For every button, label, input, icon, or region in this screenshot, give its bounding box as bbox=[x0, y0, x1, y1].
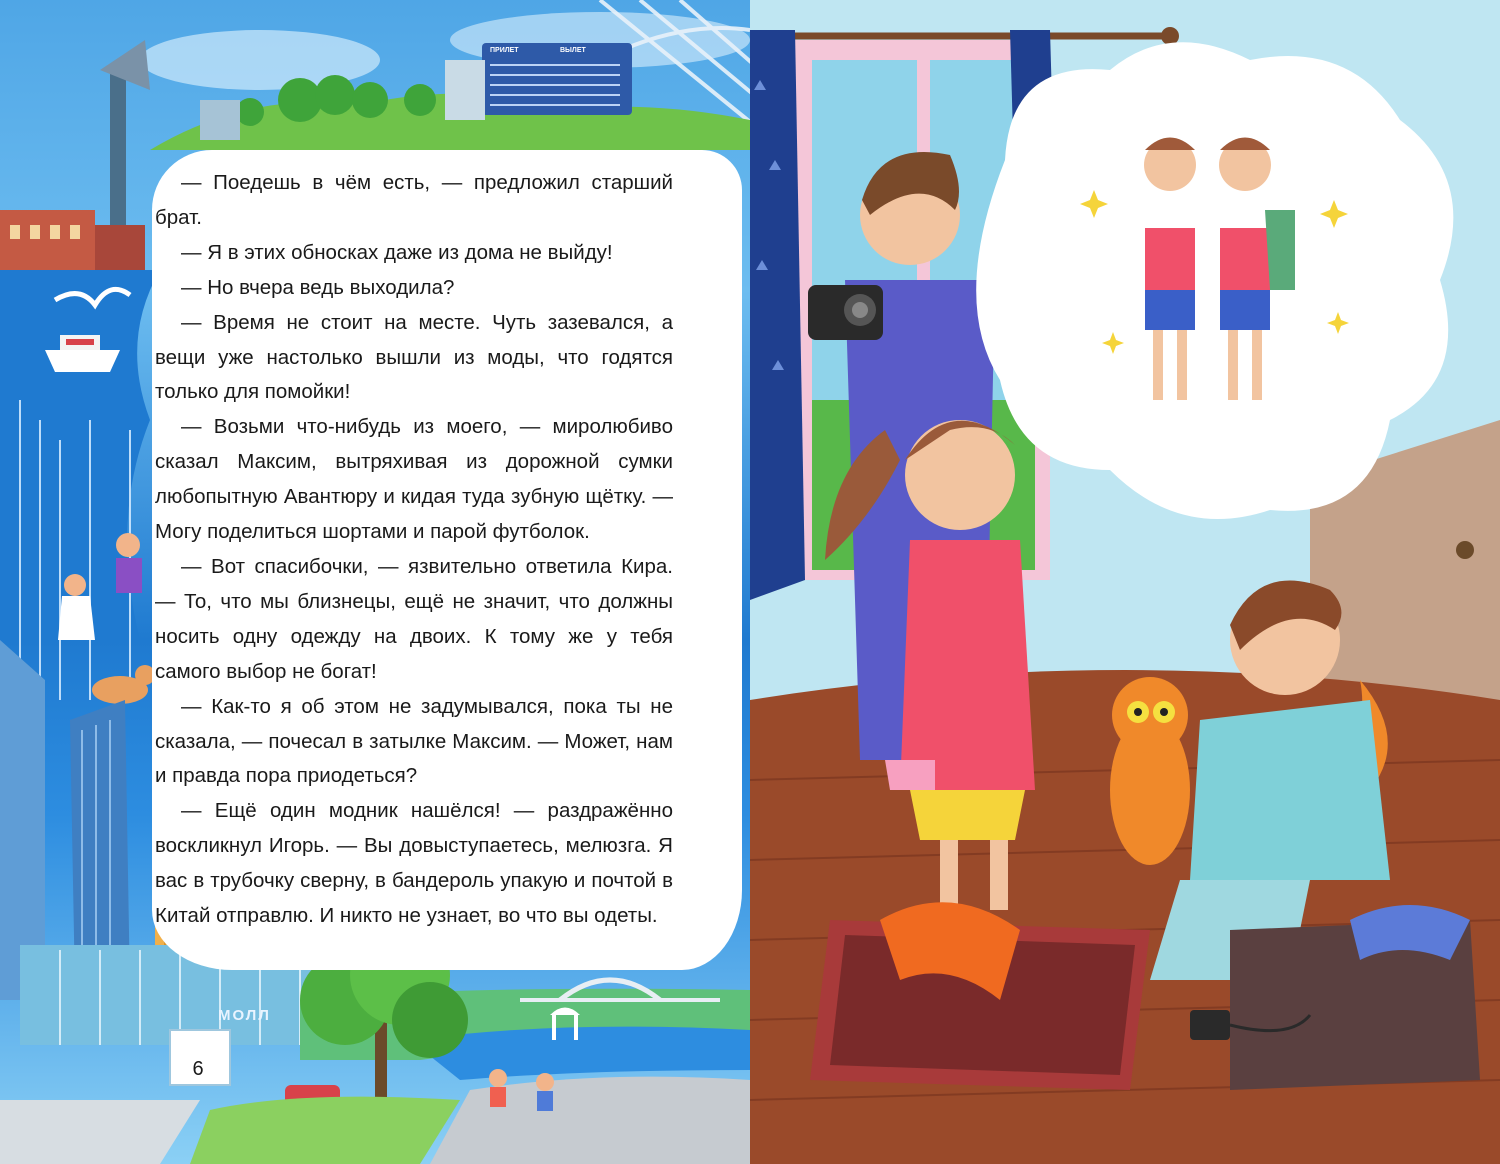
page-number: 6 bbox=[192, 1058, 204, 1080]
board-arrivals-label: ПРИЛЕТ bbox=[490, 47, 519, 54]
story-text bbox=[155, 166, 673, 934]
right-page bbox=[750, 0, 1500, 1164]
paragraph-8: — Ещё один модник нашёлся! — раздражённо воскликнул Игорь. — Вы довыступаетесь, мелюзга. Я вас в трубочку сверну, в бандероль упакую и почтой в Китай отправлю. И никто не узнает, во что вы одеты. bbox=[155, 799, 673, 928]
room-illustration bbox=[750, 0, 1500, 1164]
thought-bubble bbox=[976, 42, 1453, 519]
paragraph-7: — Как-то я об этом не задумывался, пока ты не сказала, — почесал в затылке Максим. — Может, нам и правда пора приодеться? bbox=[155, 694, 673, 788]
mall-sign: МОЛЛ bbox=[218, 1007, 271, 1024]
paragraph-1: — Поедешь в чём есть, — предложил старший брат. bbox=[155, 171, 673, 229]
camera-icon bbox=[808, 285, 883, 340]
paragraph-3: — Но вчера ведь выходила? bbox=[181, 275, 455, 299]
brick-building bbox=[0, 210, 95, 270]
paragraph-5: — Возьми что-нибудь из моего, — миролюбиво сказал Максим, вытряхивая из дорожной сумки любопытную Авантюру и кидая туда зубную щётку. — Могу поделиться шортами и парой футболок. bbox=[155, 415, 673, 544]
paragraph-6: — Вот спасибочки, — язвительно ответила Кира. — То, что мы близнецы, ещё не значит, что должны носить одну одежду на двоих. К тому же у тебя самого выбор не богат! bbox=[155, 554, 673, 683]
paragraph-2: — Я в этих обносках даже из дома не выйду! bbox=[181, 240, 613, 264]
dog bbox=[92, 665, 155, 704]
paragraph-4: — Время не стоит на месте. Чуть зазевался, а вещи уже настолько вышли из моды, что годятся только для помойки! bbox=[155, 310, 673, 404]
board-departures-label: ВЫЛЕТ bbox=[560, 47, 586, 54]
